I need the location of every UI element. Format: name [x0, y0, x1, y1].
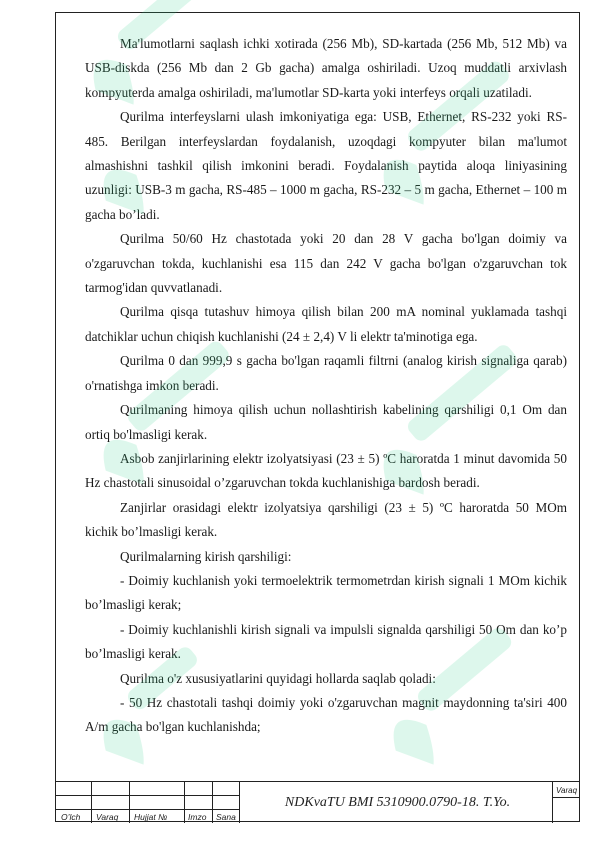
sheet-label: Varaq	[555, 786, 578, 795]
label-olch: O’lch	[61, 812, 81, 822]
sheet-divider	[553, 797, 580, 798]
paragraph-digital-filter: Qurilma 0 dan 999,9 s gacha bo'lgan raqamli filtrni (analog kirish signaliga qarab) o'rnatishga imkon beradi.	[85, 353, 567, 393]
paragraph-retains: Qurilma o'z xususiyatlarini quyidagi hollarda saqlab qoladi:	[120, 670, 436, 686]
document-body	[85, 32, 567, 740]
title-block-cell	[213, 782, 240, 823]
paragraph-insulation-resistance: Zanjirlar orasidagi elektr izolyatsiya qarshiligi (23 ± 5) ºC haroratda 50 MOm kichik bo’lmasligi kerak.	[85, 499, 567, 540]
paragraph-input-dc: - Doimiy kuchlanish yoki termoelektrik termometrdan kirish signali 1 MOm kichik bo’lmasligi kerak;	[85, 572, 567, 613]
label-imzo: Imzo	[188, 812, 207, 822]
title-block-cell	[185, 782, 213, 823]
title-block	[55, 781, 580, 822]
paragraph-power: Qurilma 50/60 Hz chastotada yoki 20 dan 28 V gacha bo'lgan doimiy va o'zgaruvchan tokda, kuchlanishi esa 115 dan 242 V gacha bo'lgan o'zgaruvchan tok tarmog'idan quvvatlanadi.	[85, 231, 567, 296]
label-sana: Sana	[216, 812, 236, 822]
title-block-cell	[92, 782, 130, 823]
paragraph-input-resistance: Qurilmalarning kirish qarshiligi:	[120, 548, 292, 564]
label-varaq: Varaq	[96, 812, 119, 822]
paragraph-sensor-supply: Qurilma qisqa tutashuv himoya qilish bilan 200 mA nominal yuklamada tashqi datchiklar uchun chiqish kuchlanishi (24 ± 2,4) V li elektr ta'minotiga ega.	[85, 304, 567, 344]
paragraph-grounding: Qurilmaning himoya qilish uchun nollashtirish kabelining qarshiligi 0,1 Om dan ortiq bo'lmasligi kerak.	[85, 402, 567, 442]
paragraph-storage: Ma'lumotlarni saqlash ichki xotirada (256 Mb), SD-kartada (256 Mb, 512 Mb) va USB-diskda (256 Mb dan 2 Gb gacha) amalga oshiriladi. Uzoq muddatli arxivlash kompyuterda amalga oshiriladi, ma'lumotlar SD-karta yoki interfeys orqali uzatiladi.	[85, 36, 567, 100]
title-block-cell	[130, 782, 185, 823]
paragraph-magnetic-field: - 50 Hz chastotali tashqi doimiy yoki o'zgaruvchan magnit maydonning ta'siri 400 A/m gacha bo'lgan kuchlanishda;	[85, 694, 567, 735]
title-block-cell	[55, 782, 92, 823]
paragraph-insulation: Asbob zanjirlarining elektr izolyatsiyasi (23 ± 5) ºC haroratda 1 minut davomida 50 Hz chastotali sinusoidal o’zgaruvchan tokda kuchlanishiga bardosh beradi.	[85, 450, 567, 491]
document-code: NDKvaTU BMI 5310900.0790-18. T.Yo.	[284, 794, 511, 810]
paragraph-input-pulse: - Doimiy kuchlanishli kirish signali va impulsli signalda qarshiligi 50 Om dan ko’p bo’lmasligi kerak.	[85, 621, 567, 662]
label-hujjat: Hujjat №	[134, 812, 168, 822]
sheet-number-box	[552, 782, 580, 823]
paragraph-interfaces: Qurilma interfeyslarni ulash imkoniyatiga ega: USB, Ethernet, RS-232 yoki RS-485. Berilgan interfeyslardan foydalanish, uzoqdagi kompyuter bilan ma'lumot almashishni tashkil qilish imkonini beradi. Foydalanish paytida aloqa liniyasining uzunligi: USB-3 m gacha, RS-485 – 1000 m gacha, RS-232 – 5 m gacha, Ethernet – 100 m gacha bo’ladi.	[85, 109, 567, 222]
